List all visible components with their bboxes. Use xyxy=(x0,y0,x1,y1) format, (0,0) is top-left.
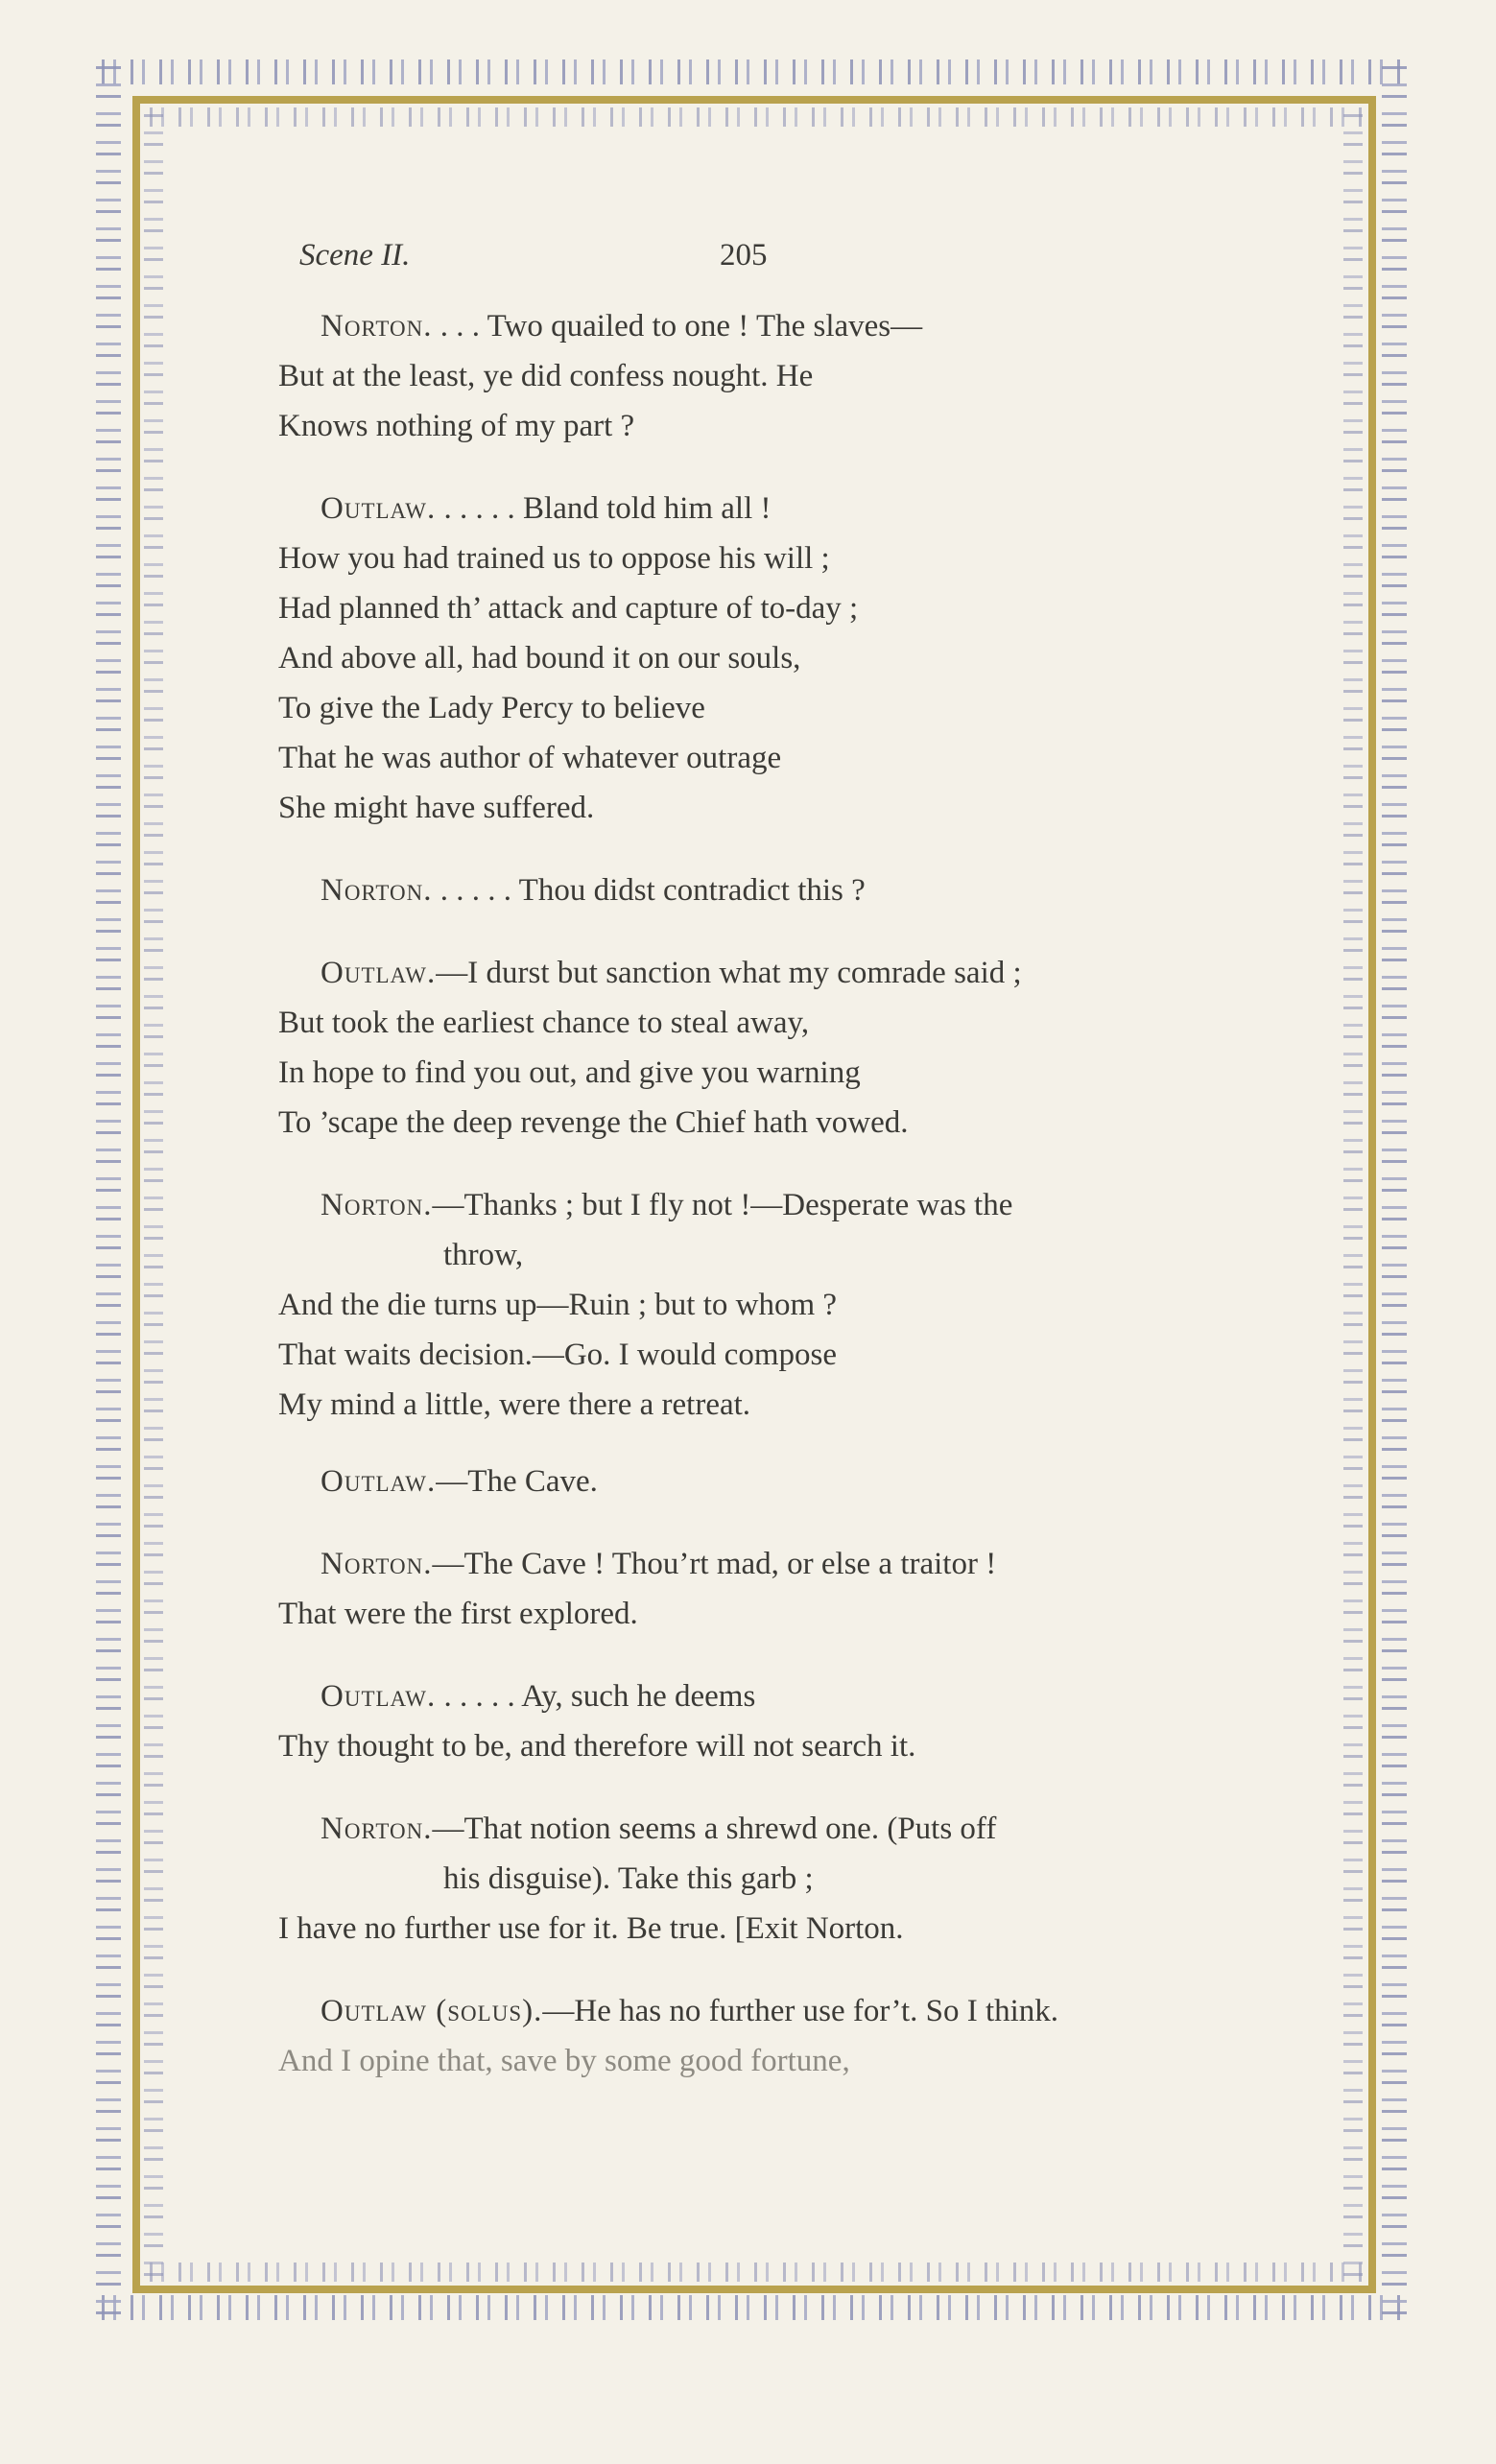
inner-left-ornament-band xyxy=(144,107,163,2282)
verse-line: She might have suffered. xyxy=(278,791,595,825)
verse-line: But at the least, ye did confess nought. He xyxy=(278,359,814,393)
speaker-name: Outlaw. xyxy=(321,1464,437,1499)
verse-line: Outlaw. . . . . . Ay, such he deems xyxy=(321,1679,756,1714)
bottom-ornament-band xyxy=(96,2295,1407,2320)
verse-line: That he was author of whatever outrage xyxy=(278,741,782,775)
verse-line: That waits decision.—Go. I would compose xyxy=(278,1338,837,1372)
page-body xyxy=(278,230,1238,2086)
verse-line: I have no further use for it. Be true. [Exit Norton. xyxy=(278,1911,904,1946)
verse-line: My mind a little, were there a retreat. xyxy=(278,1387,751,1422)
speaker-name: Outlaw. xyxy=(321,491,437,526)
verse-line: Thy thought to be, and therefore will not search it. xyxy=(278,1729,916,1764)
top-ornament-band xyxy=(96,59,1407,84)
verse-line: throw, xyxy=(443,1238,524,1272)
verse-line: That were the first explored. xyxy=(278,1597,638,1631)
verse-line: his disguise). Take this garb ; xyxy=(443,1861,814,1896)
verse-line: And above all, had bound it on our souls, xyxy=(278,641,801,675)
speaker-name: Norton. xyxy=(321,309,433,344)
verse-line: And the die turns up—Ruin ; but to whom ? xyxy=(278,1288,838,1322)
left-ornament-band xyxy=(96,59,121,2320)
verse-line: Outlaw (solus).—He has no further use for’t. So I think. xyxy=(321,1994,1059,2028)
right-ornament-band xyxy=(1382,59,1407,2320)
verse-line: But took the earliest chance to steal away, xyxy=(278,1006,810,1040)
speaker-name: Outlaw. xyxy=(321,956,437,990)
speaker-name: Norton. xyxy=(321,1812,433,1846)
speaker-name: Norton. xyxy=(321,1547,433,1581)
verse-line: In hope to find you out, and give you warning xyxy=(278,1055,861,1090)
inner-right-ornament-band xyxy=(1343,107,1363,2282)
speaker-name: Outlaw (solus). xyxy=(321,1994,543,2028)
verse-line: Outlaw.—I durst but sanction what my comrade said ; xyxy=(321,956,1022,990)
running-head: Scene II. xyxy=(299,238,411,272)
speaker-name: Norton. xyxy=(321,873,433,908)
verse-line: How you had trained us to oppose his will ; xyxy=(278,541,830,576)
speaker-name: Outlaw. xyxy=(321,1679,437,1714)
verse-line: Norton. . . . . . Thou didst contradict this ? xyxy=(321,873,866,908)
page-header xyxy=(278,230,1238,297)
verse-line: To give the Lady Percy to believe xyxy=(278,691,705,725)
verse-line: Outlaw.—The Cave. xyxy=(321,1464,598,1499)
verse-line: To ’scape the deep revenge the Chief hath vowed. xyxy=(278,1105,909,1140)
inner-bottom-ornament-band xyxy=(144,2263,1365,2282)
verse-line: Norton.—Thanks ; but I fly not !—Desperate was the xyxy=(321,1188,1013,1222)
verse-line: And I opine that, save by some good fortune, xyxy=(278,2044,850,2078)
verse-line: Had planned th’ attack and capture of to-day ; xyxy=(278,591,859,626)
speaker-name: Norton. xyxy=(321,1188,433,1222)
verse-line: Norton.—The Cave ! Thou’rt mad, or else a traitor ! xyxy=(321,1547,997,1581)
verse-line: Norton.—That notion seems a shrewd one. (Puts off xyxy=(321,1812,997,1846)
verse-line: Outlaw. . . . . . Bland told him all ! xyxy=(321,491,772,526)
verse-line: Knows nothing of my part ? xyxy=(278,409,635,443)
page-number: 205 xyxy=(720,238,768,272)
inner-top-ornament-band xyxy=(144,107,1365,127)
verse-line: Norton. . . . Two quailed to one ! The slaves— xyxy=(321,309,923,344)
